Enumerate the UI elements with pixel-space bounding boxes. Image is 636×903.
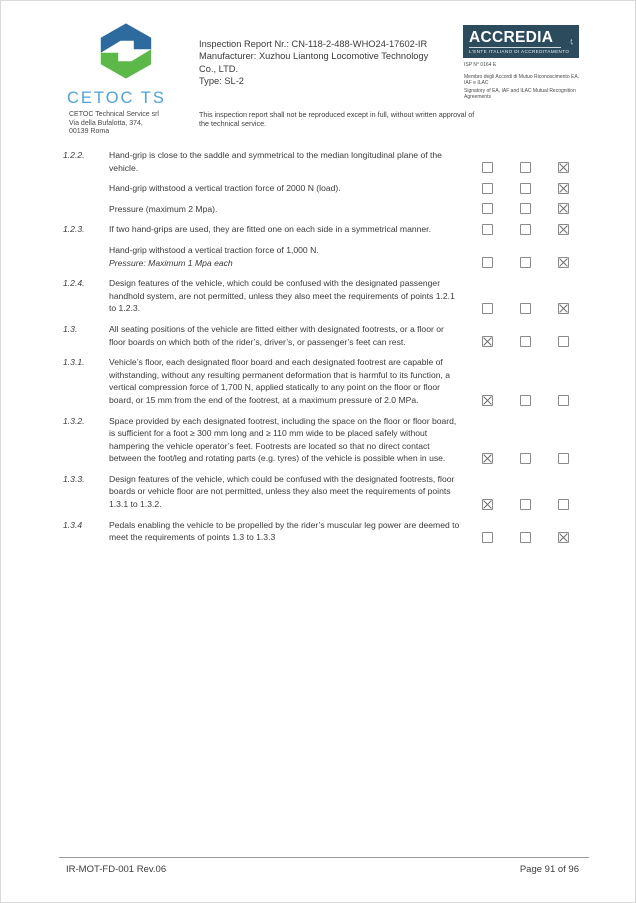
checklist-row (63, 519, 575, 544)
checklist-row (63, 244, 575, 269)
checkbox-unchecked (520, 395, 531, 406)
checkbox-checked (558, 162, 569, 173)
report-identification-line: Manufacturer: Xuzhou Liantong Locomotive Technology (199, 51, 429, 62)
checkbox-unchecked (520, 183, 531, 194)
checkbox-unchecked (520, 224, 531, 235)
item-checkboxes (482, 395, 569, 407)
checkbox-unchecked (520, 162, 531, 173)
report-identification-line: Co., LTD. (199, 63, 239, 74)
checkbox-unchecked (482, 257, 493, 268)
checkbox-unchecked (558, 499, 569, 510)
item-checkboxes (482, 183, 569, 195)
checkbox-checked (482, 499, 493, 510)
checkbox-checked (558, 257, 569, 268)
checkbox-unchecked (520, 532, 531, 543)
item-text (109, 182, 461, 195)
item-number: 1.3.2. (63, 415, 85, 426)
item-number (63, 244, 109, 269)
item-number: 1.3. (63, 323, 78, 334)
checkbox-checked (558, 203, 569, 214)
company-address-line: CETOC Technical Service srl (69, 111, 159, 118)
checklist-row (63, 323, 575, 348)
accredia-membership-it: Membro degli Accordi di Mutuo Riconoscimento EA, IAF e ILAC (464, 74, 580, 87)
item-text (109, 323, 461, 348)
footer-doc-code: IR-MOT-FD-001 Rev.06 (66, 864, 167, 875)
checkbox-unchecked (482, 532, 493, 543)
item-number: 1.2.4. (63, 278, 85, 289)
checklist-row (63, 473, 575, 511)
company-address-line: 00139 Roma (69, 128, 110, 136)
item-text (109, 149, 461, 174)
checkbox-unchecked (520, 257, 531, 268)
checkbox-checked (482, 453, 493, 464)
item-number (63, 203, 109, 216)
item-text-main: Design features of the vehicle, which could be confused with the designated passenger handhold system, are not permitted, unless they also meet the requirements of points 1.2.1 to 1.2.3. (109, 278, 455, 314)
item-text-main: All seating positions of the vehicle are fitted either with designated footrests, or a floor or floor boards on which both of the rider’s, driver’s, or passenger’s feet can rest. (109, 323, 444, 347)
checkbox-checked (558, 183, 569, 194)
item-number: 1.3.1. (63, 357, 85, 368)
checkbox-unchecked (520, 336, 531, 347)
item-checkboxes (482, 257, 569, 269)
company-address (69, 111, 159, 137)
footer-divider (59, 857, 589, 858)
item-text-main: Hand-grip withstood a vertical traction force of 1,000 N. (109, 244, 319, 255)
checklist (63, 149, 575, 552)
item-checkboxes (482, 532, 569, 544)
checkbox-unchecked (482, 303, 493, 314)
item-text-italic: Pressure: Maximum 1 Mpa each (109, 257, 233, 268)
item-checkboxes (482, 203, 569, 215)
checkbox-unchecked (558, 453, 569, 464)
accredia-tagline: L'ENTE ITALIANO DI ACCREDITAMENTO (469, 49, 570, 54)
item-text (109, 519, 461, 544)
checkbox-unchecked (482, 203, 493, 214)
accredia-divider (469, 47, 561, 48)
checkbox-unchecked (482, 224, 493, 235)
item-text-main: Space provided by each designated footrest, including the space on the floor or floor board, is sufficient for a foot ≥ 300 mm long and ≥ 110 mm wide to be placed safely without hampering the vehicle operator’s feet. Footrests are located so that no direct contact between the foot/leg and rotating parts (e.g. tyres) of the vehicle is possible when in use. (109, 415, 457, 464)
checkbox-unchecked (558, 395, 569, 406)
item-text-main: Pedals enabling the vehicle to be propelled by the rider’s muscular leg power are deemed to meet the requirements of points 1.3 to 1.3.3 (109, 519, 460, 543)
accredia-logo-text: ACCREDIA (469, 29, 554, 46)
report-identification-line: Type: SL-2 (199, 75, 244, 86)
checkbox-checked (558, 532, 569, 543)
item-text-main: Design features of the vehicle, which could be confused with the designated footrests, floor boards or vehicle floor are not permitted, unless they also meet the requirements of points 1.3.1 to 1.3.2. (109, 473, 455, 510)
checkbox-unchecked (520, 453, 531, 464)
footer-page-number: Page 91 of 96 (519, 864, 579, 875)
checkbox-unchecked (482, 162, 493, 173)
accredia-cert-number: ISP N° 0164 E (464, 62, 497, 68)
checklist-row (63, 149, 575, 174)
item-text (109, 277, 461, 315)
item-checkboxes (482, 224, 569, 236)
accredia-badge-text (469, 28, 569, 56)
accredia-membership-en: Signatory of EA, IAF and ILAC Mutual Recognition Agreements (464, 88, 576, 101)
item-text (109, 473, 461, 511)
checklist-row (63, 182, 575, 195)
item-checkboxes (482, 336, 569, 348)
item-text (109, 203, 461, 216)
item-text-main: Vehicle’s floor, each designated floor board and each designated footrest are capable of withstanding, without any resulting permanent deformation that is harmful to its function, a vertical compression force of 1,700 N, applied statically to any point on the floor or floor board, or 15 mm from the end of the footrest, at a maximum pressure of 2.0 MPa. (109, 357, 451, 405)
checkbox-unchecked (520, 203, 531, 214)
item-text (109, 356, 461, 406)
checkbox-unchecked (520, 303, 531, 314)
item-text (109, 244, 461, 269)
item-number: 1.3.4 (63, 519, 83, 530)
checklist-row (63, 223, 575, 236)
reproduction-disclaimer: This inspection report shall not be reproduced except in full, without written approval of the technical service. (199, 110, 475, 129)
item-checkboxes (482, 303, 569, 315)
item-number (63, 182, 109, 195)
checklist-row (63, 203, 575, 216)
checklist-row (63, 356, 575, 406)
checkbox-unchecked (482, 183, 493, 194)
checkbox-unchecked (558, 336, 569, 347)
item-text-main: Pressure (maximum 2 Mpa). (109, 203, 218, 214)
item-checkboxes (482, 162, 569, 174)
item-text-main: If two hand-grips are used, they are fitted one on each side in a symmetrical manner. (109, 224, 431, 235)
checklist-row (63, 415, 575, 465)
checkbox-checked (558, 303, 569, 314)
item-text-main: Hand-grip is close to the saddle and symmetrical to the median longitudinal plane of the vehicle. (109, 150, 442, 173)
accredia-badge (463, 25, 579, 58)
item-text (109, 415, 461, 465)
item-number: 1.2.3. (63, 224, 85, 235)
checkbox-checked (482, 336, 493, 347)
item-number: 1.2.2. (63, 150, 85, 160)
item-checkboxes (482, 499, 569, 511)
checkbox-checked (558, 224, 569, 235)
report-identification-line: Inspection Report Nr.: CN-118-2-488-WHO24-17602-IR (199, 39, 428, 49)
cetoc-logo-icon (91, 21, 161, 81)
checkbox-unchecked (520, 499, 531, 510)
item-number: 1.3.3. (63, 473, 85, 484)
item-text (109, 223, 461, 236)
item-checkboxes (482, 453, 569, 465)
report-identification (199, 38, 469, 87)
checklist-row (63, 277, 575, 315)
checkbox-checked (482, 395, 493, 406)
item-text-main: Hand-grip withstood a vertical traction force of 2000 N (load). (109, 183, 341, 194)
cetoc-wordmark: CETOC TS (67, 89, 166, 107)
company-address-line: Via della Bufalotta, 374, (69, 119, 143, 127)
